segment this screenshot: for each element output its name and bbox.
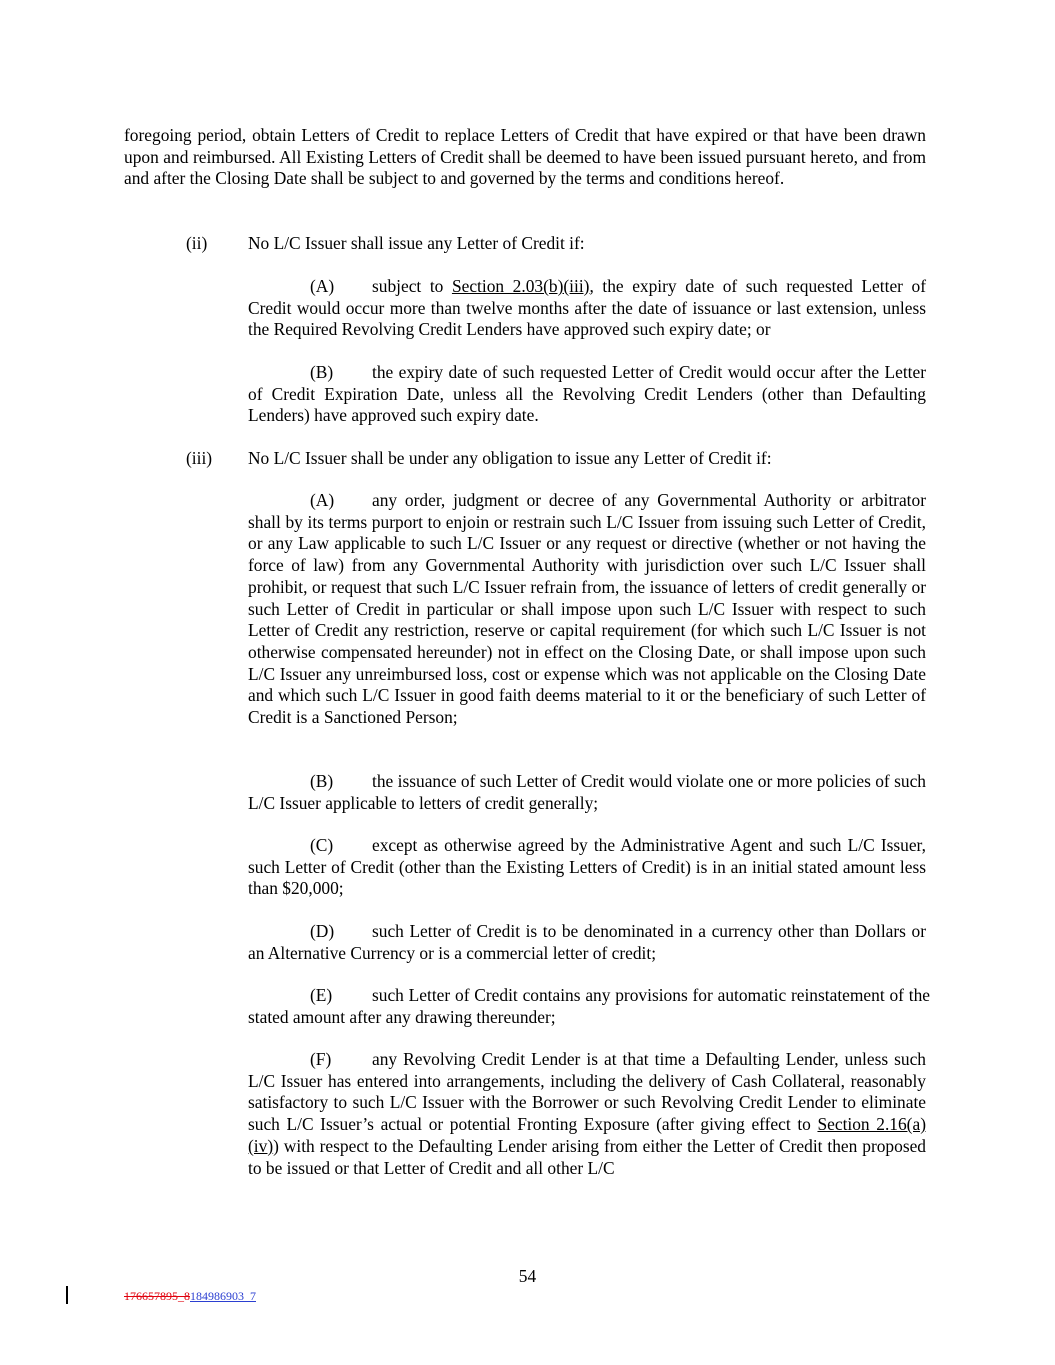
clause-iii-b-text: the issuance of such Letter of Credit would violate one or more policies of such L/C Issuer applicable to letters of credit generally; bbox=[248, 771, 926, 813]
clause-ii-a-text-before: subject to bbox=[372, 276, 452, 296]
clause-iii-c bbox=[248, 835, 926, 900]
clause-iii-d bbox=[248, 921, 926, 964]
clause-iii-b bbox=[248, 771, 926, 814]
clause-iii-a-label: (A) bbox=[310, 490, 335, 510]
clause-iii-f-label: (F) bbox=[310, 1049, 332, 1069]
document-id bbox=[124, 1289, 256, 1303]
clause-ii-b-label: (B) bbox=[310, 362, 334, 382]
clause-iii-d-text: such Letter of Credit is to be denominated in a currency other than Dollars or an Alternative Currency or is a commercial letter of credit; bbox=[248, 921, 926, 963]
section-2-16-reference: Section 2.16(a)(iv) bbox=[248, 1114, 926, 1156]
clause-iii-b-label: (B) bbox=[310, 771, 334, 791]
change-bar bbox=[66, 1286, 68, 1304]
clause-ii-b bbox=[248, 362, 926, 427]
clause-iii-a bbox=[248, 490, 926, 729]
clause-iii-c-text: except as otherwise agreed by the Administrative Agent and such L/C Issuer, such Letter of Credit (other than the Existing Letters of Credit) is in an initial stated amount less than $20,000; bbox=[248, 835, 926, 899]
clause-iii-e-label: (E) bbox=[310, 985, 333, 1005]
document-id-inserted: 184986903_7 bbox=[190, 1289, 256, 1303]
clause-iii-c-label: (C) bbox=[310, 835, 334, 855]
clause-iii-f-text-after: ) with respect to the Defaulting Lender arising from either the Letter of Credit then proposed to be issued or that Letter of Credit and all other L/C bbox=[248, 1135, 926, 1178]
clause-iii-d-label: (D) bbox=[310, 921, 335, 941]
clause-ii-text: No L/C Issuer shall issue any Letter of Credit if: bbox=[248, 233, 585, 253]
clause-ii-a bbox=[248, 276, 926, 341]
clause-iii-f-text-before: any Revolving Credit Lender is at that time a Defaulting Lender, unless such L/C Issuer has entered into arrangements, including the delivery of Cash Collateral, reasonably satisfactory to such L/C Issuer with the Borrower or such Revolving Credit Lender to eliminate such L/C Issuer’s actual or potential Fronting Exposure (after giving effect to bbox=[248, 1049, 926, 1135]
section-2-03-reference: Section 2.03(b)(iii) bbox=[451, 276, 590, 296]
clause-iii-f bbox=[248, 1049, 926, 1179]
clause-iii-number: (iii) bbox=[186, 448, 213, 468]
lead-paragraph: foregoing period, obtain Letters of Credit to replace Letters of Credit that have expired or that have been drawn upon and reimbursed. All Existing Letters of Credit shall be deemed to have been issued pursuant hereto, and from and after the Closing Date shall be subject to and governed by the terms and conditions hereof. bbox=[124, 125, 926, 189]
clause-iii-text: No L/C Issuer shall be under any obligation to issue any Letter of Credit if: bbox=[248, 448, 772, 468]
clause-iii-a-text: any order, judgment or decree of any Governmental Authority or arbitrator shall by its terms purport to enjoin or restrain such L/C Issuer from issuing such Letter of Credit, or any Law applicable to such L/C Issuer or any request or directive (whether or not having the force of law) from any Governmental Authority with jurisdiction over such L/C Issuer shall prohibit, or request that such L/C Issuer refrain from, the issuance of letters of credit generally or such Letter of Credit in particular or shall impose upon such L/C Issuer with respect to such Letter of Credit any restriction, reserve or capital requirement (for which such L/C Issuer is not otherwise compensated hereunder) not in effect on the Closing Date, or shall impose upon such L/C Issuer any unreimbursed loss, cost or expense which was not applicable on the Closing Date and which such L/C Issuer in good faith deems material to it or the beneficiary of such Letter of Credit is a Sanctioned Person; bbox=[248, 490, 926, 728]
clause-ii-number: (ii) bbox=[186, 233, 208, 253]
document-id-deleted: 176657895_8 bbox=[124, 1289, 190, 1303]
clause-ii-a-label: (A) bbox=[310, 276, 335, 296]
page-number: 54 bbox=[518, 1266, 537, 1286]
clause-ii-a-text-after: , the expiry date of such requested Letter of Credit would occur more than twelve months after the date of issuance or last extension, unless the Required Revolving Credit Lenders have approved such expiry date; or bbox=[248, 276, 927, 340]
clause-iii-e bbox=[248, 985, 930, 1028]
clause-iii-e-text: such Letter of Credit contains any provisions for automatic reinstatement of the stated amount after any drawing thereunder; bbox=[248, 985, 930, 1027]
clause-ii-b-text: the expiry date of such requested Letter of Credit would occur after the Letter of Credit Expiration Date, unless all the Revolving Credit Lenders (other than Defaulting Lenders) have approved such expiry date. bbox=[248, 362, 926, 426]
